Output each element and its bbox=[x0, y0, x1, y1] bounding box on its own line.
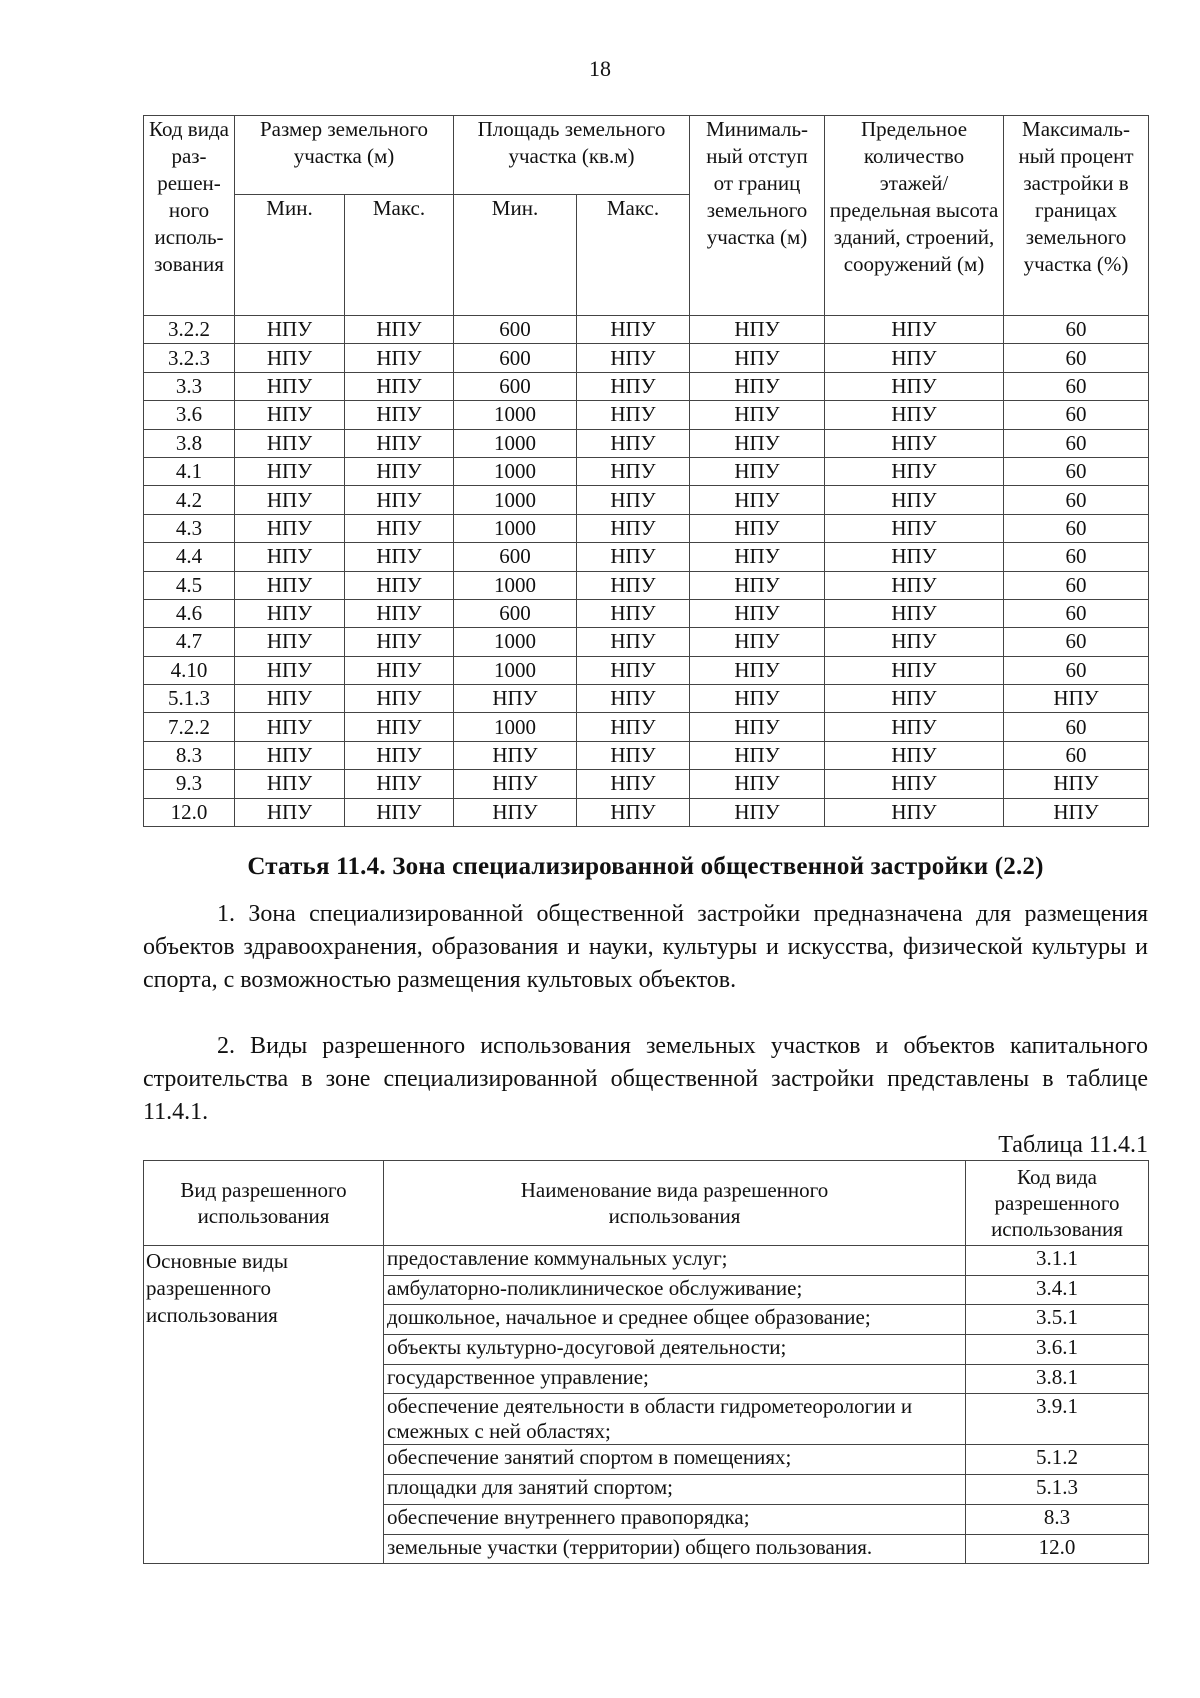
table-row bbox=[144, 770, 1149, 798]
table-cell: НПУ bbox=[690, 571, 825, 599]
header-use-name: Наименование вида разрешенного использования bbox=[384, 1161, 966, 1246]
table-cell: НПУ bbox=[690, 628, 825, 656]
table-cell: НПУ bbox=[345, 599, 454, 627]
table-row bbox=[144, 685, 1149, 713]
land-parameters-table bbox=[143, 115, 1149, 827]
table-cell: НПУ bbox=[235, 457, 345, 485]
table-cell: НПУ bbox=[454, 770, 577, 798]
table-cell: НПУ bbox=[235, 713, 345, 741]
table-row bbox=[144, 656, 1149, 684]
table-cell: НПУ bbox=[345, 486, 454, 514]
table-cell: НПУ bbox=[577, 316, 690, 344]
use-code: 3.4.1 bbox=[966, 1275, 1149, 1305]
table-cell: 5.1.3 bbox=[144, 685, 235, 713]
table-cell: НПУ bbox=[825, 401, 1004, 429]
table-cell: 1000 bbox=[454, 571, 577, 599]
table-cell: 60 bbox=[1004, 372, 1149, 400]
table-cell: НПУ bbox=[825, 429, 1004, 457]
table-cell: 60 bbox=[1004, 713, 1149, 741]
table-cell: НПУ bbox=[690, 713, 825, 741]
table-cell: НПУ bbox=[577, 770, 690, 798]
table-cell: 1000 bbox=[454, 486, 577, 514]
table-row bbox=[144, 401, 1149, 429]
table-row bbox=[144, 798, 1149, 826]
table-cell: НПУ bbox=[454, 741, 577, 769]
table-cell: НПУ bbox=[235, 628, 345, 656]
table-cell: НПУ bbox=[577, 372, 690, 400]
table-cell: 1000 bbox=[454, 401, 577, 429]
table-cell: 60 bbox=[1004, 514, 1149, 542]
table-cell: НПУ bbox=[235, 685, 345, 713]
table-cell: 1000 bbox=[454, 514, 577, 542]
table-cell: 60 bbox=[1004, 457, 1149, 485]
table-cell: 4.2 bbox=[144, 486, 235, 514]
table-cell: НПУ bbox=[577, 401, 690, 429]
table-cell: НПУ bbox=[690, 429, 825, 457]
table-cell: 12.0 bbox=[144, 798, 235, 826]
table-cell: 60 bbox=[1004, 571, 1149, 599]
table-cell: НПУ bbox=[345, 741, 454, 769]
table-cell: НПУ bbox=[825, 486, 1004, 514]
table-cell: НПУ bbox=[690, 316, 825, 344]
table-cell: НПУ bbox=[690, 344, 825, 372]
use-category: Основные виды разрешенного использования bbox=[144, 1246, 384, 1564]
header-size-max: Макс. bbox=[345, 195, 454, 316]
table-cell: 600 bbox=[454, 372, 577, 400]
table-cell: НПУ bbox=[235, 656, 345, 684]
table-cell: НПУ bbox=[235, 316, 345, 344]
table-row bbox=[144, 741, 1149, 769]
use-name: земельные участки (территории) общего пользования. bbox=[384, 1534, 966, 1564]
use-name: государственное управление; bbox=[384, 1364, 966, 1394]
table-cell: 1000 bbox=[454, 656, 577, 684]
table-row bbox=[144, 713, 1149, 741]
table-cell: 1000 bbox=[454, 628, 577, 656]
table-cell: 9.3 bbox=[144, 770, 235, 798]
table-cell: 7.2.2 bbox=[144, 713, 235, 741]
table-row bbox=[144, 628, 1149, 656]
table-cell: 1000 bbox=[454, 429, 577, 457]
use-name: обеспечение занятий спортом в помещениях; bbox=[384, 1445, 966, 1475]
table-cell: 600 bbox=[454, 543, 577, 571]
table-cell: НПУ bbox=[690, 599, 825, 627]
table-cell: НПУ bbox=[825, 543, 1004, 571]
table-cell: НПУ bbox=[825, 514, 1004, 542]
table-cell: 600 bbox=[454, 316, 577, 344]
use-name: обеспечение внутреннего правопорядка; bbox=[384, 1504, 966, 1534]
table-cell: НПУ bbox=[235, 543, 345, 571]
table-row bbox=[144, 599, 1149, 627]
table-cell: НПУ bbox=[235, 770, 345, 798]
table-row bbox=[144, 1246, 1149, 1276]
use-name: площадки для занятий спортом; bbox=[384, 1475, 966, 1505]
use-code: 5.1.3 bbox=[966, 1475, 1149, 1505]
table-cell: НПУ bbox=[577, 486, 690, 514]
table-cell: НПУ bbox=[235, 571, 345, 599]
table-cell: 3.6 bbox=[144, 401, 235, 429]
table-cell: НПУ bbox=[825, 741, 1004, 769]
table-cell: 4.7 bbox=[144, 628, 235, 656]
table-cell: НПУ bbox=[235, 486, 345, 514]
table-cell: НПУ bbox=[690, 486, 825, 514]
header-code: Код вида раз-решен-ного исполь-зования bbox=[144, 116, 235, 316]
table-row bbox=[144, 486, 1149, 514]
table-cell: 3.2.3 bbox=[144, 344, 235, 372]
table-cell: 4.4 bbox=[144, 543, 235, 571]
table-cell: НПУ bbox=[825, 685, 1004, 713]
table-cell: НПУ bbox=[235, 514, 345, 542]
table-cell: 60 bbox=[1004, 344, 1149, 372]
table-cell: НПУ bbox=[577, 741, 690, 769]
table-cell: 4.3 bbox=[144, 514, 235, 542]
use-code: 12.0 bbox=[966, 1534, 1149, 1564]
table-cell: НПУ bbox=[345, 628, 454, 656]
use-code: 3.8.1 bbox=[966, 1364, 1149, 1394]
table-cell: НПУ bbox=[454, 798, 577, 826]
header-area-min: Мин. bbox=[454, 195, 577, 316]
table-cell: НПУ bbox=[577, 798, 690, 826]
table-cell: НПУ bbox=[825, 316, 1004, 344]
table-cell: НПУ bbox=[690, 372, 825, 400]
table-cell: 60 bbox=[1004, 741, 1149, 769]
use-name: амбулаторно-поликлиническое обслуживание; bbox=[384, 1275, 966, 1305]
table-cell: НПУ bbox=[690, 656, 825, 684]
table-cell: НПУ bbox=[235, 401, 345, 429]
table-cell: 1000 bbox=[454, 713, 577, 741]
table-cell: НПУ bbox=[577, 656, 690, 684]
table-cell: НПУ bbox=[345, 571, 454, 599]
table-cell: НПУ bbox=[454, 685, 577, 713]
use-name: обеспечение деятельности в области гидрометеорологии и смежных с ней областях; bbox=[384, 1394, 966, 1445]
table-cell: НПУ bbox=[345, 344, 454, 372]
table-cell: НПУ bbox=[577, 543, 690, 571]
table-cell: 3.8 bbox=[144, 429, 235, 457]
table-cell: НПУ bbox=[577, 571, 690, 599]
table-cell: 60 bbox=[1004, 656, 1149, 684]
use-code: 3.5.1 bbox=[966, 1305, 1149, 1335]
table-cell: 8.3 bbox=[144, 741, 235, 769]
header-use-type: Вид разрешенного использования bbox=[144, 1161, 384, 1246]
table-cell: НПУ bbox=[825, 372, 1004, 400]
table-cell: НПУ bbox=[825, 599, 1004, 627]
table-row bbox=[144, 429, 1149, 457]
use-code: 8.3 bbox=[966, 1504, 1149, 1534]
use-code: 5.1.2 bbox=[966, 1445, 1149, 1475]
table-cell: 60 bbox=[1004, 316, 1149, 344]
use-name: объекты культурно-досуговой деятельности; bbox=[384, 1335, 966, 1365]
table-cell: 1000 bbox=[454, 457, 577, 485]
table-cell: НПУ bbox=[825, 770, 1004, 798]
table-row bbox=[144, 344, 1149, 372]
table-cell: 600 bbox=[454, 344, 577, 372]
table-cell: НПУ bbox=[345, 656, 454, 684]
table-cell: НПУ bbox=[577, 344, 690, 372]
table-cell: НПУ bbox=[1004, 685, 1149, 713]
use-code: 3.6.1 bbox=[966, 1335, 1149, 1365]
table-cell: НПУ bbox=[577, 514, 690, 542]
table-cell: НПУ bbox=[825, 656, 1004, 684]
table-cell: НПУ bbox=[577, 685, 690, 713]
table-cell: НПУ bbox=[235, 429, 345, 457]
table-cell: НПУ bbox=[345, 429, 454, 457]
table-row bbox=[144, 514, 1149, 542]
paragraph-2: 2. Виды разрешенного использования земельных участков и объектов капитального строительства в зоне специализированной общественной застройки представлены в таблице 11.4.1. bbox=[143, 1033, 1148, 1125]
table-cell: НПУ bbox=[235, 599, 345, 627]
table-cell: НПУ bbox=[690, 741, 825, 769]
table-cell: НПУ bbox=[235, 798, 345, 826]
header-floors: Предельное количество этажей/ предельная высота зданий, строений, сооружений (м) bbox=[825, 116, 1004, 316]
paragraph-1: 1. Зона специализированной общественной застройки предназначена для размещения объектов здравоохранения, образования и науки, культуры и искусства, физической культуры и спорта, с возможностью размещения культовых объектов. bbox=[143, 901, 1148, 993]
use-code: 3.9.1 bbox=[966, 1394, 1149, 1445]
table-cell: НПУ bbox=[690, 514, 825, 542]
header-size: Размер земельного участка (м) bbox=[235, 116, 454, 195]
table-cell: 4.6 bbox=[144, 599, 235, 627]
table-cell: НПУ bbox=[235, 344, 345, 372]
header-area: Площадь земельного участка (кв.м) bbox=[454, 116, 690, 195]
table-cell: НПУ bbox=[690, 770, 825, 798]
table-cell: НПУ bbox=[825, 798, 1004, 826]
page-number: 18 bbox=[589, 56, 611, 81]
header-setback: Минималь-ный отступ от границ земельного участка (м) bbox=[690, 116, 825, 316]
table-cell: 4.1 bbox=[144, 457, 235, 485]
use-name: дошкольное, начальное и среднее общее образование; bbox=[384, 1305, 966, 1335]
article-title: Статья 11.4. Зона специализированной общественной застройки (2.2) bbox=[247, 853, 1044, 880]
header-area-max: Макс. bbox=[577, 195, 690, 316]
table-cell: НПУ bbox=[345, 372, 454, 400]
table-cell: 60 bbox=[1004, 628, 1149, 656]
table-cell: 3.3 bbox=[144, 372, 235, 400]
use-code: 3.1.1 bbox=[966, 1246, 1149, 1276]
table-cell: НПУ bbox=[825, 713, 1004, 741]
table-cell: НПУ bbox=[1004, 798, 1149, 826]
table-cell: 60 bbox=[1004, 599, 1149, 627]
table-cell: НПУ bbox=[825, 457, 1004, 485]
table-cell: НПУ bbox=[345, 770, 454, 798]
table-cell: 600 bbox=[454, 599, 577, 627]
table-cell: НПУ bbox=[690, 798, 825, 826]
header-use-code: Код вида разрешенного использования bbox=[966, 1161, 1149, 1246]
table-cell: НПУ bbox=[577, 599, 690, 627]
table-cell: НПУ bbox=[345, 798, 454, 826]
table-cell: НПУ bbox=[345, 713, 454, 741]
permitted-use-table bbox=[143, 1160, 1149, 1564]
table-cell: 4.10 bbox=[144, 656, 235, 684]
header-percent: Максималь-ный процент застройки в границах земельного участка (%) bbox=[1004, 116, 1149, 316]
header-size-min: Мин. bbox=[235, 195, 345, 316]
table-row bbox=[144, 571, 1149, 599]
table-cell: НПУ bbox=[235, 372, 345, 400]
table-cell: 60 bbox=[1004, 429, 1149, 457]
table-cell: НПУ bbox=[690, 543, 825, 571]
table-row bbox=[144, 457, 1149, 485]
table-cell: НПУ bbox=[345, 457, 454, 485]
table-cell: НПУ bbox=[690, 401, 825, 429]
table-row bbox=[144, 316, 1149, 344]
table-cell: НПУ bbox=[577, 429, 690, 457]
table-row bbox=[144, 372, 1149, 400]
table-cell: НПУ bbox=[235, 741, 345, 769]
table-cell: 3.2.2 bbox=[144, 316, 235, 344]
table-cell: НПУ bbox=[577, 457, 690, 485]
table-cell: НПУ bbox=[345, 401, 454, 429]
table-cell: НПУ bbox=[345, 543, 454, 571]
table-cell: 60 bbox=[1004, 401, 1149, 429]
table-cell: НПУ bbox=[690, 457, 825, 485]
table-cell: НПУ bbox=[825, 628, 1004, 656]
table-cell: НПУ bbox=[345, 514, 454, 542]
table-cell: НПУ bbox=[1004, 770, 1149, 798]
table-cell: НПУ bbox=[577, 713, 690, 741]
use-name: предоставление коммунальных услуг; bbox=[384, 1246, 966, 1276]
table-cell: НПУ bbox=[577, 628, 690, 656]
table-cell: 60 bbox=[1004, 486, 1149, 514]
table-cell: 60 bbox=[1004, 543, 1149, 571]
table-cell: НПУ bbox=[345, 685, 454, 713]
table-cell: 4.5 bbox=[144, 571, 235, 599]
table-cell: НПУ bbox=[825, 571, 1004, 599]
table-row bbox=[144, 543, 1149, 571]
table-caption: Таблица 11.4.1 bbox=[998, 1132, 1148, 1158]
table-cell: НПУ bbox=[345, 316, 454, 344]
table-cell: НПУ bbox=[825, 344, 1004, 372]
table-cell: НПУ bbox=[690, 685, 825, 713]
